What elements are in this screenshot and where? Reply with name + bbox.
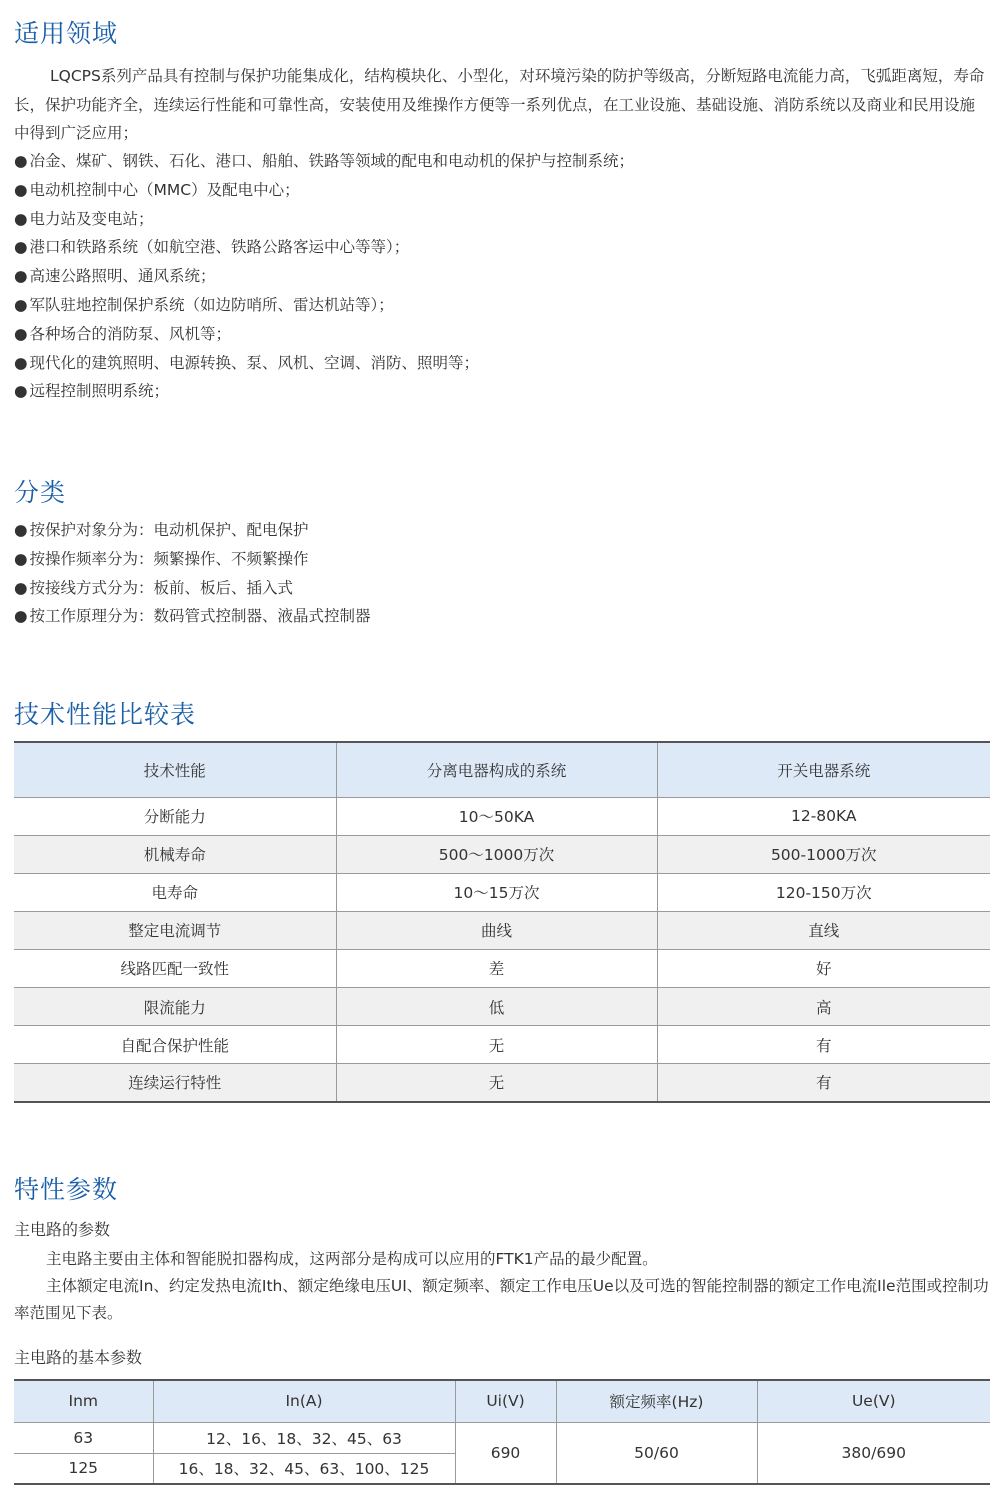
- table-cell: 低: [336, 987, 657, 1025]
- table-cell: 690: [455, 1422, 556, 1484]
- table-header-row: [14, 742, 990, 797]
- table-cell: 限流能力: [14, 987, 336, 1025]
- params-subtitle: 主电路的参数: [14, 1220, 111, 1239]
- list-item: ● 各种场合的消防泵、风机等；: [14, 320, 634, 349]
- table-cell: 无: [336, 1026, 657, 1064]
- params-description: [14, 1246, 990, 1327]
- table-row: [14, 911, 990, 949]
- comparison-table: [14, 741, 990, 1103]
- table-header-cell: 开关电器系统: [657, 742, 990, 797]
- table-cell: 机械寿命: [14, 835, 336, 873]
- table-cell: 50/60: [556, 1422, 757, 1484]
- list-item: ● 港口和铁路系统（如航空港、铁路公路客运中心等等）；: [14, 233, 634, 262]
- table-cell: 12-80KA: [657, 797, 990, 835]
- list-item: ● 远程控制照明系统；: [14, 377, 634, 406]
- table-header-row: [14, 1380, 990, 1422]
- table-row: [14, 1422, 990, 1453]
- table-cell: 整定电流调节: [14, 911, 336, 949]
- table-header-cell: Ue(V): [757, 1380, 990, 1422]
- table-cell: 电寿命: [14, 873, 336, 911]
- table-cell: 曲线: [336, 911, 657, 949]
- table-header-cell: 分离电器构成的系统: [336, 742, 657, 797]
- table-row: [14, 1026, 990, 1064]
- params-para-1: 主电路主要由主体和智能脱扣器构成，这两部分是构成可以应用的FTK1产品的最少配置。: [46, 1250, 658, 1268]
- table-cell: 无: [336, 1064, 657, 1102]
- table-row: [14, 797, 990, 835]
- list-item: ● 高速公路照明、通风系统；: [14, 262, 634, 291]
- scope-list: [14, 147, 634, 406]
- table-row: [14, 873, 990, 911]
- table-cell: 有: [657, 1064, 990, 1102]
- table-cell: 12、16、18、32、45、63: [153, 1422, 455, 1453]
- params-table-caption: 主电路的基本参数: [14, 1348, 143, 1367]
- list-item: ● 按保护对象分为：电动机保护、配电保护: [14, 516, 371, 545]
- table-header-cell: 额定频率(Hz): [556, 1380, 757, 1422]
- section-title-scope: 适用领域: [14, 19, 119, 48]
- table-row: [14, 1064, 990, 1102]
- table-cell: 120-150万次: [657, 873, 990, 911]
- table-cell: 高: [657, 987, 990, 1025]
- table-cell: 好: [657, 949, 990, 987]
- list-item: ● 冶金、煤矿、钢铁、石化、港口、船舶、铁路等领域的配电和电动机的保护与控制系统；: [14, 147, 634, 176]
- list-item: ● 按接线方式分为：板前、板后、插入式: [14, 574, 371, 603]
- list-item: ● 军队驻地控制保护系统（如边防哨所、雷达机站等）；: [14, 291, 634, 320]
- table-row: [14, 987, 990, 1025]
- table-header-cell: Ui(V): [455, 1380, 556, 1422]
- table-cell: 自配合保护性能: [14, 1026, 336, 1064]
- scope-intro: [14, 62, 990, 148]
- table-cell: 380/690: [757, 1422, 990, 1484]
- table-cell: 125: [14, 1453, 153, 1484]
- table-row: [14, 835, 990, 873]
- table-cell: 16、18、32、45、63、100、125: [153, 1453, 455, 1484]
- table-cell: 63: [14, 1422, 153, 1453]
- section-title-params: 特性参数: [14, 1175, 119, 1204]
- scope-intro-text: LQCPS系列产品具有控制与保护功能集成化，结构模块化、小型化，对环境污染的防护等级高，分断短路电流能力高，飞弧距离短，寿命长，保护功能齐全，连续运行性能和可靠性高，安装使用及维操作方便等一系列优点，在工业设施、基础设施、消防系统以及商业和民用设施中得到广泛应用；: [14, 67, 985, 142]
- table-cell: 分断能力: [14, 797, 336, 835]
- table-row: [14, 949, 990, 987]
- table-cell: 有: [657, 1026, 990, 1064]
- table-cell: 500～1000万次: [336, 835, 657, 873]
- table-cell: 线路匹配一致性: [14, 949, 336, 987]
- table-cell: 连续运行特性: [14, 1064, 336, 1102]
- list-item: ● 按操作频率分为：频繁操作、不频繁操作: [14, 545, 371, 574]
- list-item: ● 按工作原理分为：数码管式控制器、液晶式控制器: [14, 602, 371, 631]
- table-cell: 10～50KA: [336, 797, 657, 835]
- params-table: [14, 1379, 990, 1485]
- table-cell: 10～15万次: [336, 873, 657, 911]
- list-item: ● 电动机控制中心（MMC）及配电中心；: [14, 176, 634, 205]
- section-title-comparison: 技术性能比较表: [14, 700, 197, 729]
- table-cell: 500-1000万次: [657, 835, 990, 873]
- table-cell: 直线: [657, 911, 990, 949]
- table-cell: 差: [336, 949, 657, 987]
- section-title-classification: 分类: [14, 478, 67, 507]
- params-para-2: 主体额定电流In、约定发热电流Ith、额定绝缘电压UI、额定频率、额定工作电压Ue以及可选的智能控制器的额定工作电流Ile范围或控制功率范围见下表。: [14, 1277, 989, 1322]
- table-header-cell: Inm: [14, 1380, 153, 1422]
- table-header-cell: In(A): [153, 1380, 455, 1422]
- classification-list: [14, 516, 371, 631]
- list-item: ● 电力站及变电站；: [14, 205, 634, 234]
- table-header-cell: 技术性能: [14, 742, 336, 797]
- list-item: ● 现代化的建筑照明、电源转换、泵、风机、空调、消防、照明等；: [14, 349, 634, 378]
